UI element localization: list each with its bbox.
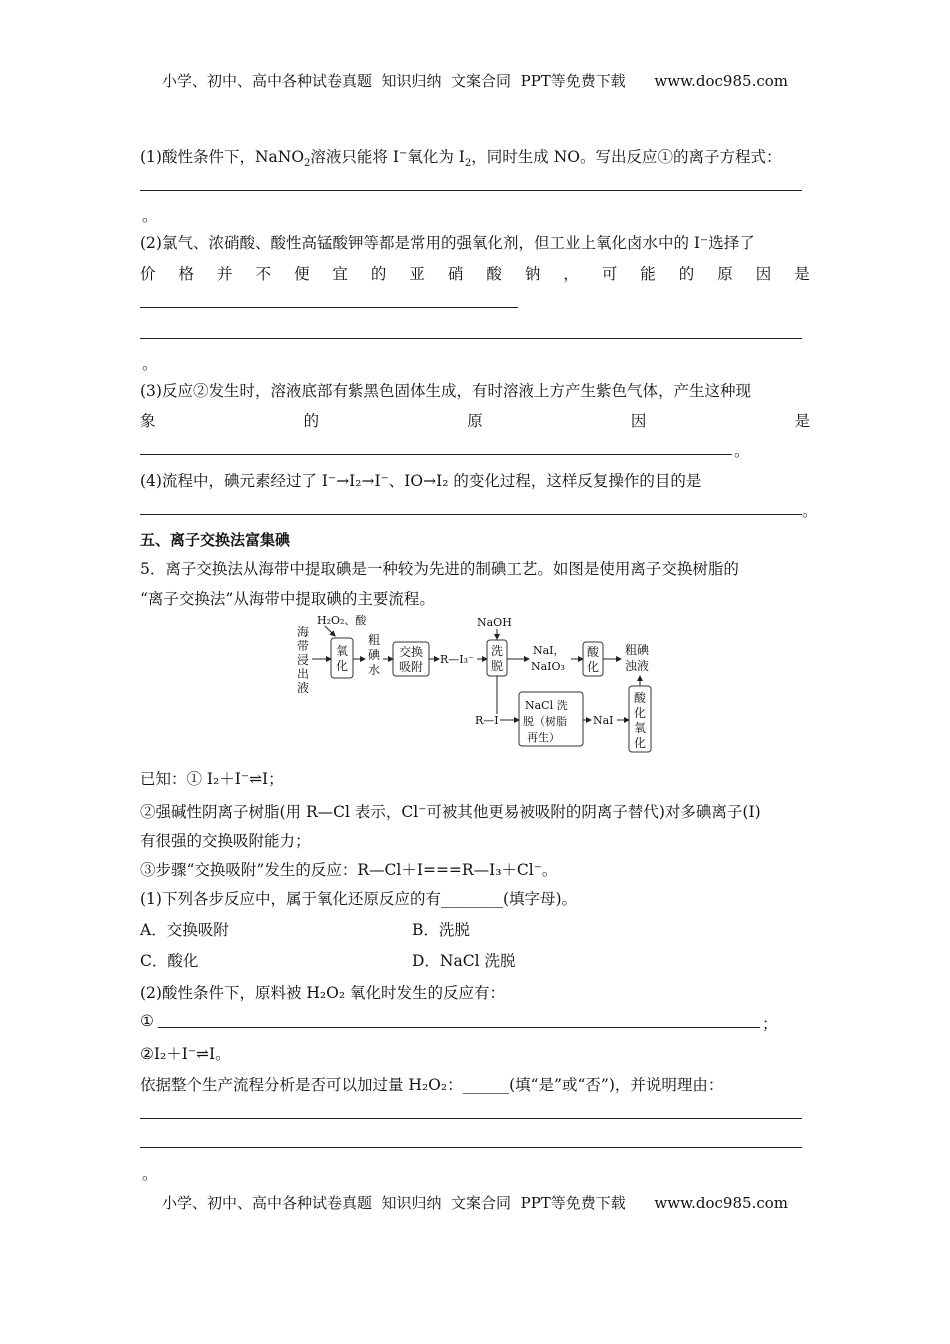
q3-answer-line[interactable]: [140, 454, 732, 455]
flow-nai-label: NaI: [593, 714, 614, 727]
flow-diagram: [285, 612, 665, 757]
svg-text:NaIO₃: NaIO₃: [531, 660, 565, 673]
known-2b: 有很强的交换吸附能力；: [140, 832, 311, 850]
option-c[interactable]: C．酸化: [140, 952, 199, 970]
q5-intro-line1: 5．离子交换法从海带中提取碘是一种较为先进的制碘工艺。如图是使用离子交换树脂的: [140, 560, 739, 578]
flow-seaweed-char: 海: [297, 625, 310, 639]
known-3: ③步骤“交换吸附”发生的反应：R—Cl＋I===R—I₃＋Cl⁻。: [140, 861, 558, 879]
flow-seaweed-char: 浸: [297, 653, 310, 667]
q5-2-period: 。: [142, 1165, 158, 1183]
svg-text:NaI，: NaI，: [533, 644, 565, 657]
q5-1-stem: (1)下列各步反应中，属于氧化还原反应的有________(填字母)。: [140, 890, 578, 908]
flow-seaweed-char: 液: [297, 681, 310, 695]
svg-text:粗碘: 粗碘: [625, 643, 650, 657]
reaction-1-label: ①: [140, 1012, 154, 1030]
known-2: ②强碱性阴离子树脂(用 R—Cl 表示，Cl⁻可被其他更易被吸附的阴离子替代)对多碘离子(I): [140, 803, 761, 821]
q5-2-stem: (2)酸性条件下，原料被 H₂O₂ 氧化时发生的反应有：: [140, 984, 505, 1002]
svg-text:氧: 氧: [336, 644, 349, 658]
svg-text:酸: 酸: [634, 691, 647, 705]
q2-stem-spread: 价 格 并 不 便 宜 的 亚 硝 酸 钠 ， 可 能 的 原 因 是: [140, 265, 810, 283]
q1-period: 。: [142, 207, 158, 225]
reason-answer-line-2[interactable]: [140, 1147, 802, 1148]
svg-text:化: 化: [634, 736, 647, 750]
q4-answer-line[interactable]: [140, 514, 802, 515]
page-header: 小学、初中、高中各种试卷真题 知识归纳 文案合同 PPT等免费下载 www.doc985.com: [161, 72, 788, 90]
flow-seaweed-char: 带: [297, 639, 310, 653]
flow-seaweed-char: 出: [297, 667, 310, 681]
judge-question: 依据整个生产流程分析是否可以加过量 H₂O₂：______(填“是”或“否”)，并说明理由：: [140, 1076, 724, 1094]
q2-period: 。: [142, 355, 158, 373]
reaction-2: ②I₂＋I⁻⇌I。: [140, 1045, 231, 1063]
svg-text:浊液: 浊液: [625, 659, 650, 673]
section-title: 五、离子交换法富集碘: [140, 531, 291, 549]
q2-stem: (2)氯气、浓硝酸、酸性高锰酸钾等都是常用的强氧化剂，但工业上氧化卤水中的 I⁻选择了: [140, 234, 755, 252]
svg-text:碘: 碘: [368, 648, 381, 662]
reason-answer-line-1[interactable]: [140, 1118, 802, 1119]
svg-text:水: 水: [368, 663, 381, 677]
q2-answer-line-1[interactable]: [140, 307, 518, 308]
q3-stem: (3)反应②发生时，溶液底部有紫黑色固体生成，有时溶液上方产生紫色气体，产生这种现: [140, 382, 751, 400]
svg-text:交换: 交换: [399, 645, 424, 659]
svg-text:化: 化: [634, 706, 647, 720]
svg-text:脱（树脂: 脱（树脂: [523, 715, 567, 728]
svg-text:再生）: 再生）: [527, 731, 560, 744]
svg-text:洗: 洗: [491, 644, 504, 658]
flow-reagent-label: H₂O₂、酸: [317, 614, 367, 627]
flow-ri-label: R—I: [475, 714, 499, 727]
q4-period: 。: [802, 502, 818, 520]
svg-text:粗: 粗: [368, 633, 381, 647]
option-b[interactable]: B．洗脱: [412, 921, 470, 939]
q4-stem: (4)流程中，碘元素经过了 I⁻→I₂→I⁻、IO→I₂ 的变化过程，这样反复操作的目的是: [140, 472, 702, 490]
q3-stem-spread: 象 的 原 因 是: [140, 412, 810, 430]
svg-text:吸附: 吸附: [399, 660, 424, 674]
q5-intro-line2: “离子交换法”从海带中提取碘的主要流程。: [140, 590, 435, 608]
option-d[interactable]: D．NaCl 洗脱: [412, 952, 516, 970]
q1-answer-line[interactable]: [140, 190, 802, 191]
svg-text:氧: 氧: [634, 721, 647, 735]
flow-ri3-label: R—I₃⁻: [440, 653, 474, 666]
reaction-1-end: ；: [762, 1015, 778, 1033]
svg-text:NaCl 洗: NaCl 洗: [525, 699, 568, 712]
flow-naoh-label: NaOH: [477, 616, 512, 629]
q1-stem: (1)酸性条件下，NaNO$_2$溶液只能将 I−氧化为 $I_2$，同时生成 NO。写出反应①的离子方程式：: [140, 147, 782, 170]
q2-answer-line-2[interactable]: [140, 338, 802, 339]
page-footer: 小学、初中、高中各种试卷真题 知识归纳 文案合同 PPT等免费下载 www.doc985.com: [161, 1194, 788, 1212]
option-a[interactable]: A．交换吸附: [140, 921, 229, 939]
reaction-1-answer-line[interactable]: [158, 1027, 760, 1028]
svg-text:脱: 脱: [491, 659, 504, 673]
svg-text:化: 化: [587, 660, 600, 674]
q3-period: 。: [734, 442, 750, 460]
svg-text:酸: 酸: [587, 645, 600, 659]
known-1: 已知：① I₂＋I⁻⇌I；: [140, 770, 284, 788]
svg-text:化: 化: [336, 659, 349, 673]
